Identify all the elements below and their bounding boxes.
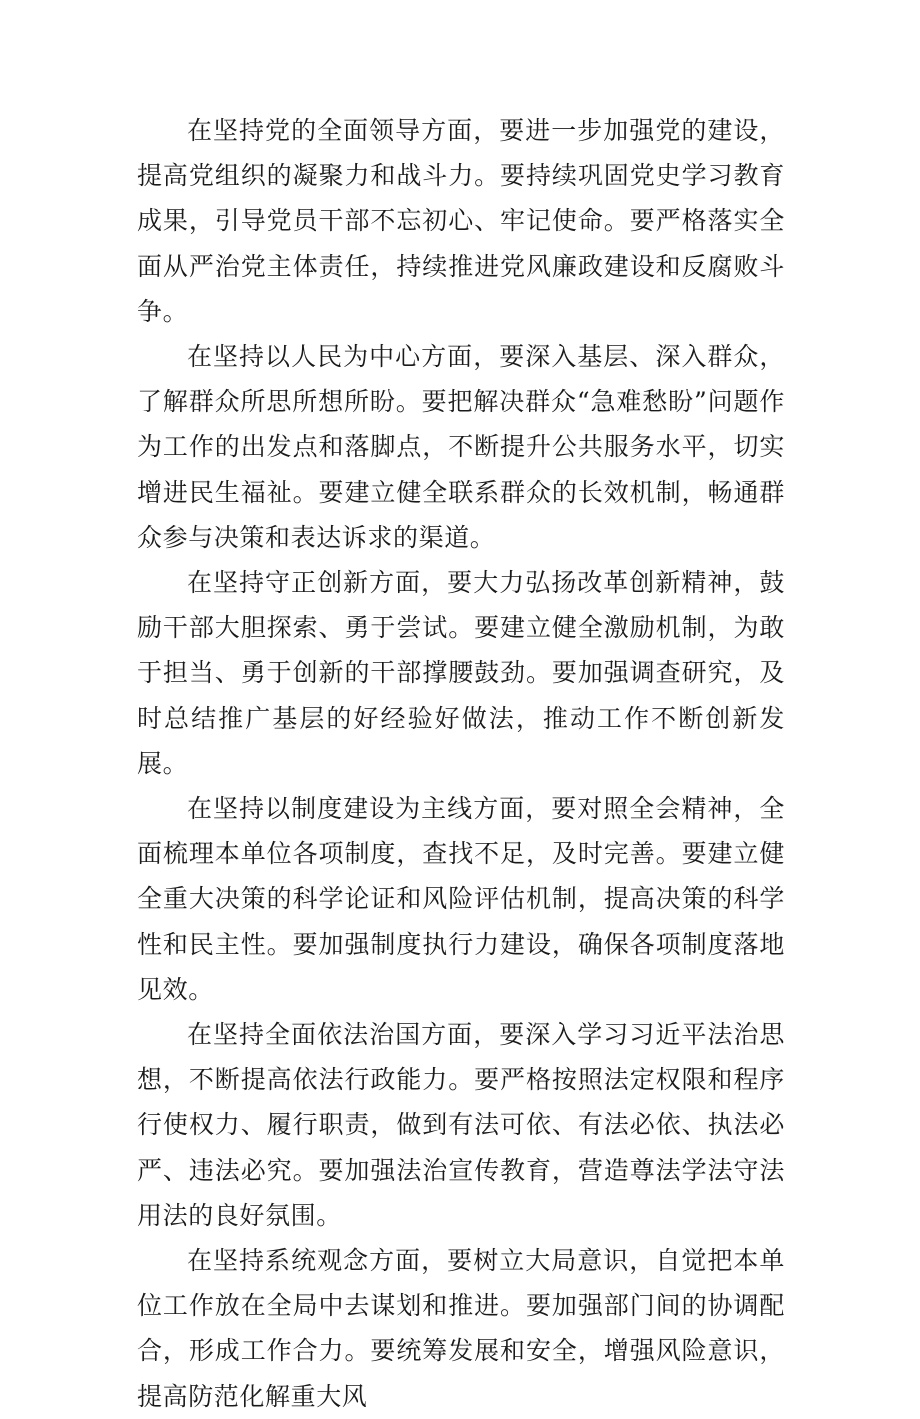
paragraph-systems-thinking: 在坚持系统观念方面，要树立大局意识，自觉把本单位工作放在全局中去谋划和推进。要加强部门间的协调配合，形成工作合力。要统筹发展和安全，增强风险意识，提高防范化解重大风 [137, 1246, 785, 1411]
paragraph-rule-of-law: 在坚持全面依法治国方面，要深入学习习近平法治思想，不断提高依法行政能力。要严格按照法定权限和程序行使权力、履行职责，做到有法可依、有法必依、执法必严、违法必究。要加强法治宣传教育，营造尊法学法守法用法的良好氛围。 [137, 1020, 785, 1230]
document-body [137, 108, 785, 1419]
paragraph-party-leadership: 在坚持党的全面领导方面，要进一步加强党的建设，提高党组织的凝聚力和战斗力。要持续巩固党史学习教育成果，引导党员干部不忘初心、牢记使命。要严格落实全面从严治党主体责任，持续推进党风廉政建设和反腐败斗争。 [137, 116, 785, 326]
paragraph-innovation: 在坚持守正创新方面，要大力弘扬改革创新精神，鼓励干部大胆探索、勇于尝试。要建立健全激励机制，为敢于担当、勇于创新的干部撑腰鼓劲。要加强调查研究，及时总结推广基层的好经验好做法，推动工作不断创新发展。 [137, 568, 785, 778]
paragraph-people-centered: 在坚持以人民为中心方面，要深入基层、深入群众，了解群众所思所想所盼。要把解决群众“急难愁盼”问题作为工作的出发点和落脚点，不断提升公共服务水平，切实增进民生福祉。要建立健全联系群众的长效机制，畅通群众参与决策和表达诉求的渠道。 [137, 342, 785, 552]
paragraph-institution-building: 在坚持以制度建设为主线方面，要对照全会精神，全面梳理本单位各项制度，查找不足，及时完善。要建立健全重大决策的科学论证和风险评估机制，提高决策的科学性和民主性。要加强制度执行力建设，确保各项制度落地见效。 [137, 794, 785, 1004]
